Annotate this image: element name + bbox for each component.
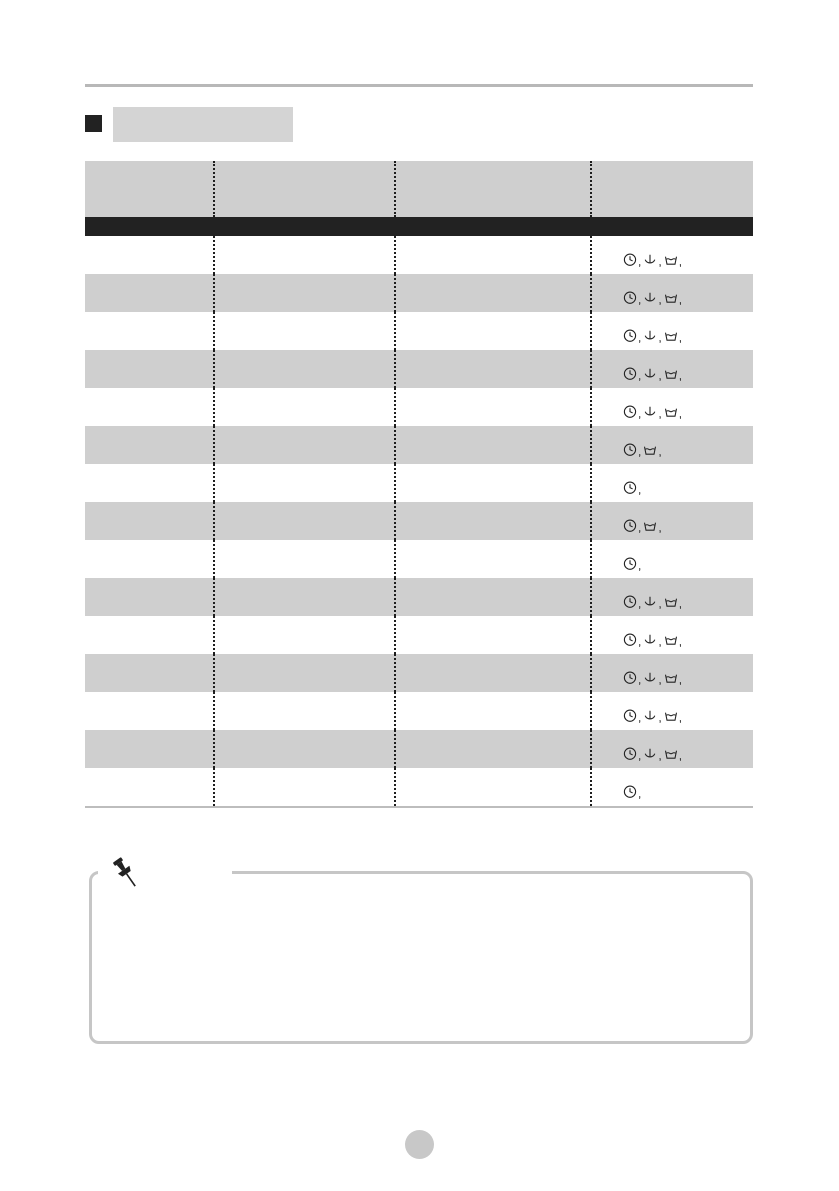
column-divider [394, 616, 396, 654]
clock-icon [623, 405, 637, 419]
clock-icon [623, 785, 637, 799]
column-divider [213, 236, 215, 274]
column-divider [213, 578, 215, 616]
options-table [85, 161, 753, 808]
table-row [85, 540, 753, 578]
icon-separator: , [638, 406, 642, 421]
column-divider [590, 692, 592, 730]
option-icons [623, 249, 684, 267]
clock-icon [623, 709, 637, 723]
icon-separator: , [658, 520, 662, 535]
basin-icon [643, 519, 657, 533]
spin-icon [643, 709, 657, 723]
icon-separator: , [658, 634, 662, 649]
table-row [85, 768, 753, 806]
option-icons [623, 591, 684, 609]
option-icons [623, 743, 684, 761]
icon-separator: , [678, 368, 683, 383]
column-divider [590, 540, 592, 578]
table-row [85, 350, 753, 388]
table-body [85, 236, 753, 806]
icon-separator: , [678, 748, 683, 763]
clock-icon [623, 519, 637, 533]
table-row [85, 274, 753, 312]
spin-icon [643, 405, 657, 419]
icon-separator: , [638, 368, 642, 383]
basin-icon [664, 329, 678, 343]
icon-separator: , [658, 368, 662, 383]
icon-separator: , [658, 444, 662, 459]
table-row [85, 388, 753, 426]
icon-separator: , [658, 254, 662, 269]
column-divider [590, 654, 592, 692]
spin-icon [643, 367, 657, 381]
column-divider [590, 730, 592, 768]
note-box [89, 871, 753, 1044]
column-divider [213, 654, 215, 692]
icon-separator: , [638, 748, 642, 763]
icon-separator: , [638, 672, 642, 687]
icon-separator: , [678, 634, 683, 649]
basin-icon [664, 253, 678, 267]
column-divider [590, 768, 592, 806]
icon-separator: , [678, 330, 683, 345]
option-icons [623, 325, 684, 343]
column-divider [590, 350, 592, 388]
column-divider [590, 502, 592, 540]
icon-separator: , [658, 748, 662, 763]
icon-separator: , [658, 672, 662, 687]
spin-icon [643, 747, 657, 761]
column-divider [213, 692, 215, 730]
basin-icon [664, 405, 678, 419]
column-divider [213, 274, 215, 312]
column-divider [590, 161, 592, 217]
clock-icon [623, 367, 637, 381]
basin-icon [664, 291, 678, 305]
column-divider [213, 464, 215, 502]
clock-icon [623, 595, 637, 609]
column-divider [213, 161, 215, 217]
table-bottom-rule [85, 806, 753, 808]
basin-icon [664, 671, 678, 685]
icon-separator: , [638, 444, 642, 459]
column-divider [394, 692, 396, 730]
icon-separator: , [678, 254, 683, 269]
icon-separator: , [678, 596, 683, 611]
table-row [85, 464, 753, 502]
clock-icon [623, 481, 637, 495]
option-icons [623, 439, 664, 457]
column-divider [213, 426, 215, 464]
column-divider [590, 388, 592, 426]
column-divider [394, 578, 396, 616]
table-header-band [85, 217, 753, 236]
column-divider [394, 161, 396, 217]
spin-icon [643, 291, 657, 305]
spin-icon [643, 633, 657, 647]
column-divider [394, 502, 396, 540]
column-divider [394, 388, 396, 426]
option-icons [623, 667, 684, 685]
basin-icon [664, 747, 678, 761]
column-divider [394, 464, 396, 502]
icon-separator: , [638, 330, 642, 345]
column-divider [213, 730, 215, 768]
basin-icon [664, 367, 678, 381]
column-divider [213, 502, 215, 540]
column-divider [394, 654, 396, 692]
icon-separator: , [638, 596, 642, 611]
option-icons [623, 629, 684, 647]
clock-icon [623, 633, 637, 647]
table-row [85, 654, 753, 692]
column-divider [394, 312, 396, 350]
column-divider [394, 768, 396, 806]
option-icons [623, 287, 684, 305]
icon-separator: , [638, 482, 642, 497]
table-row [85, 616, 753, 654]
column-divider [590, 426, 592, 464]
column-divider [394, 236, 396, 274]
icon-separator: , [658, 710, 662, 725]
column-divider [590, 464, 592, 502]
clock-icon [623, 557, 637, 571]
icon-separator: , [638, 710, 642, 725]
icon-separator: , [678, 710, 683, 725]
column-divider [394, 426, 396, 464]
column-divider [213, 768, 215, 806]
column-divider [213, 350, 215, 388]
clock-icon [623, 443, 637, 457]
table-row [85, 236, 753, 274]
top-rule [85, 84, 753, 87]
icon-separator: , [658, 596, 662, 611]
column-divider [213, 388, 215, 426]
icon-separator: , [638, 634, 642, 649]
basin-icon [664, 709, 678, 723]
basin-icon [643, 443, 657, 457]
icon-separator: , [638, 558, 642, 573]
table-row [85, 502, 753, 540]
spin-icon [643, 595, 657, 609]
column-divider [590, 616, 592, 654]
column-divider [394, 350, 396, 388]
column-divider [590, 236, 592, 274]
table-row [85, 692, 753, 730]
clock-icon [623, 671, 637, 685]
basin-icon [664, 595, 678, 609]
table-row [85, 312, 753, 350]
clock-icon [623, 747, 637, 761]
icon-separator: , [658, 406, 662, 421]
column-divider [590, 274, 592, 312]
column-divider [590, 312, 592, 350]
clock-icon [623, 329, 637, 343]
icon-separator: , [678, 672, 683, 687]
icon-separator: , [638, 520, 642, 535]
page-number-badge [405, 1130, 434, 1159]
basin-icon [664, 633, 678, 647]
column-divider [394, 540, 396, 578]
table-row [85, 578, 753, 616]
table-header [85, 161, 753, 217]
option-icons [623, 705, 684, 723]
section-marker [85, 115, 102, 132]
icon-separator: , [658, 330, 662, 345]
table-row [85, 730, 753, 768]
option-icons [623, 781, 643, 799]
column-divider [394, 730, 396, 768]
spin-icon [643, 253, 657, 267]
option-icons [623, 363, 684, 381]
icon-separator: , [638, 254, 642, 269]
section-heading-bar [113, 107, 293, 142]
table-row [85, 426, 753, 464]
icon-separator: , [678, 406, 683, 421]
icon-separator: , [638, 786, 642, 801]
option-icons [623, 401, 684, 419]
column-divider [394, 274, 396, 312]
icon-separator: , [638, 292, 642, 307]
column-divider [213, 616, 215, 654]
clock-icon [623, 253, 637, 267]
clock-icon [623, 291, 637, 305]
option-icons [623, 553, 643, 571]
column-divider [590, 578, 592, 616]
column-divider [213, 312, 215, 350]
spin-icon [643, 329, 657, 343]
column-divider [213, 540, 215, 578]
pushpin-icon [111, 855, 141, 891]
option-icons [623, 515, 664, 533]
icon-separator: , [658, 292, 662, 307]
spin-icon [643, 671, 657, 685]
icon-separator: , [678, 292, 683, 307]
option-icons [623, 477, 643, 495]
